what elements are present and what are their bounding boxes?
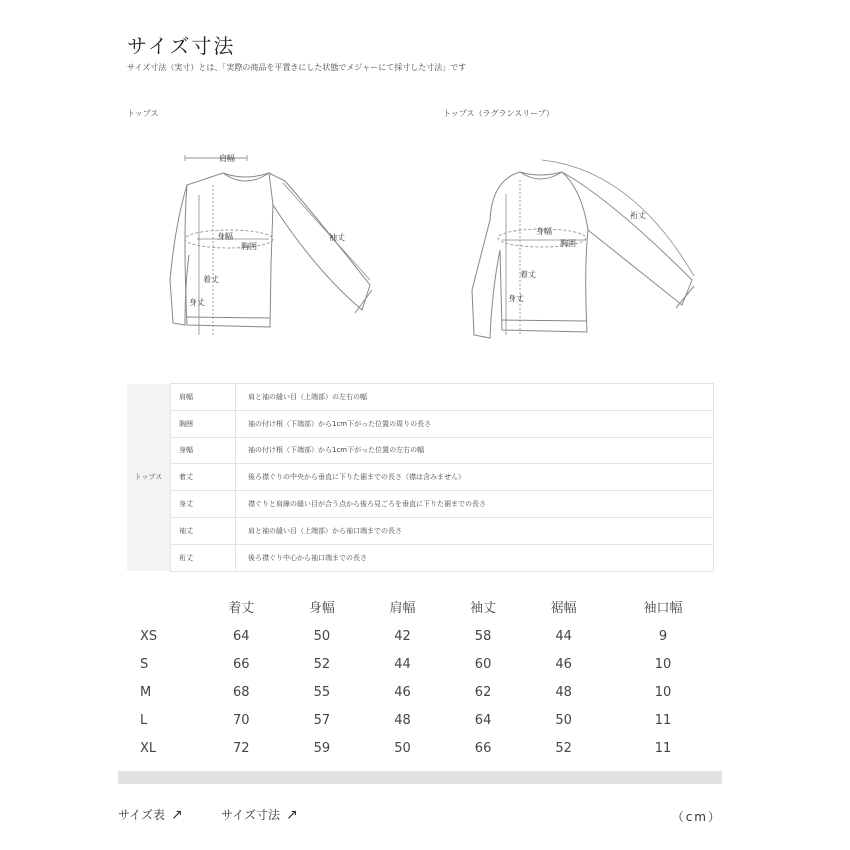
mark-shoulder: 肩幅 — [219, 154, 235, 163]
size-label: S — [140, 656, 149, 672]
definition-term: 裄丈 — [171, 544, 236, 571]
header-cell: 身幅 — [308, 600, 335, 616]
size-row — [118, 734, 722, 762]
mark-body: 身幅 — [217, 232, 233, 241]
size-label: XS — [140, 628, 158, 644]
size-row — [118, 706, 722, 734]
size-cell: 11 — [654, 712, 672, 728]
size-cell: 72 — [233, 740, 250, 756]
size-cell: 57 — [313, 712, 331, 728]
size-cell: 52 — [313, 656, 331, 672]
definition-desc: 袖の付け根（下端部）から1cm下がった位置の左右の幅 — [236, 437, 714, 464]
header-cell: 袖口幅 — [643, 600, 683, 616]
definitions-table — [127, 383, 714, 572]
size-cell: 60 — [474, 656, 492, 672]
tops-diagram — [165, 145, 385, 345]
arrow-up-right-icon: ↗ — [171, 807, 183, 823]
definition-row — [127, 491, 714, 518]
definition-term: 着丈 — [171, 464, 236, 491]
definition-desc: 後ろ襟ぐりの中央から垂直に下りた裾までの長さ（襟は含みません） — [236, 464, 714, 491]
header-cell: 裾幅 — [550, 600, 577, 616]
mark-body-length: 身丈 — [189, 298, 205, 307]
diagram-label-raglan: トップス（ラグランスリーブ） — [443, 109, 554, 118]
size-chart-link[interactable] — [118, 806, 183, 823]
size-label: L — [140, 712, 148, 728]
definition-row — [127, 517, 714, 544]
definition-term: 身幅 — [171, 437, 236, 464]
definition-row — [127, 464, 714, 491]
definition-term: 胸囲 — [171, 410, 236, 437]
size-cell: 10 — [654, 656, 672, 672]
size-cell: 10 — [654, 684, 672, 700]
header-cell: 肩幅 — [389, 600, 416, 616]
definition-row — [127, 410, 714, 437]
mark-yuki: 裄丈 — [630, 211, 646, 220]
size-cell: 48 — [394, 712, 411, 728]
size-cell: 52 — [555, 740, 572, 756]
size-cell: 66 — [233, 656, 250, 672]
size-cell: 44 — [555, 628, 572, 644]
divider-bar — [118, 771, 722, 784]
size-cell: 62 — [474, 684, 492, 700]
size-cell: 68 — [233, 684, 250, 700]
size-table-header — [118, 590, 722, 622]
mark-body: 身幅 — [536, 227, 552, 236]
size-cell: 55 — [313, 684, 331, 700]
size-cell: 64 — [233, 628, 250, 644]
definition-row — [127, 544, 714, 571]
definition-row — [127, 384, 714, 411]
mark-chest: 胸囲 — [241, 242, 257, 251]
raglan-diagram — [462, 150, 702, 340]
arrow-up-right-icon: ↗ — [286, 807, 298, 823]
definition-desc: 肩と袖の縫い目（上端部）から袖口端までの長さ — [236, 517, 714, 544]
mark-sleeve: 袖丈 — [329, 233, 345, 242]
mark-chest: 胸囲 — [560, 239, 576, 248]
definition-term: 身丈 — [171, 491, 236, 518]
size-cell: 66 — [474, 740, 492, 756]
size-row — [118, 678, 722, 706]
unit-label: （cm） — [671, 810, 722, 824]
definition-term: 肩幅 — [171, 384, 236, 411]
definition-row — [127, 437, 714, 464]
size-chart-link-label: サイズ表 — [118, 808, 166, 822]
size-dimensions-link[interactable] — [221, 806, 298, 823]
mark-body-length: 身丈 — [508, 294, 524, 303]
size-cell: 42 — [394, 628, 411, 644]
size-cell: 46 — [555, 656, 572, 672]
size-cell: 70 — [233, 712, 250, 728]
definition-term: 袖丈 — [171, 517, 236, 544]
header-cell: 着丈 — [228, 600, 255, 616]
size-label: XL — [140, 740, 157, 756]
size-table — [118, 590, 722, 762]
size-row — [118, 622, 722, 650]
definition-desc: 袖の付け根（下端部）から1cm下がった位置の周りの長さ — [236, 410, 714, 437]
size-cell: 50 — [555, 712, 572, 728]
page-subtitle: サイズ寸法（実寸）とは、「実際の商品を平置きにした状態でメジャーにて採寸した寸法」です — [127, 63, 467, 72]
size-cell: 11 — [654, 740, 672, 756]
size-row — [118, 650, 722, 678]
definition-category: トップス — [127, 384, 171, 572]
definition-desc: 後ろ襟ぐり中心から袖口端までの長さ — [236, 544, 714, 571]
size-dimensions-link-label: サイズ寸法 — [221, 808, 281, 822]
size-cell: 44 — [394, 656, 411, 672]
page-title: サイズ寸法 — [127, 34, 236, 58]
size-cell: 58 — [474, 628, 492, 644]
definition-desc: 襟ぐりと肩線の縫い目が合う点から後ろ見ごろを垂直に下りた裾までの長さ — [236, 491, 714, 518]
header-cell — [118, 590, 201, 622]
definition-desc: 肩と袖の縫い目（上端部）の左右の幅 — [236, 384, 714, 411]
size-cell: 64 — [474, 712, 492, 728]
size-cell: 50 — [313, 628, 331, 644]
size-cell: 59 — [313, 740, 331, 756]
size-cell: 9 — [658, 628, 668, 644]
mark-length: 着丈 — [520, 270, 536, 279]
header-cell: 袖丈 — [470, 600, 497, 616]
size-label: M — [140, 684, 152, 700]
size-cell: 48 — [555, 684, 572, 700]
size-cell: 50 — [394, 740, 411, 756]
diagram-label-tops: トップス — [127, 109, 159, 118]
mark-length: 着丈 — [203, 275, 219, 284]
size-cell: 46 — [394, 684, 411, 700]
